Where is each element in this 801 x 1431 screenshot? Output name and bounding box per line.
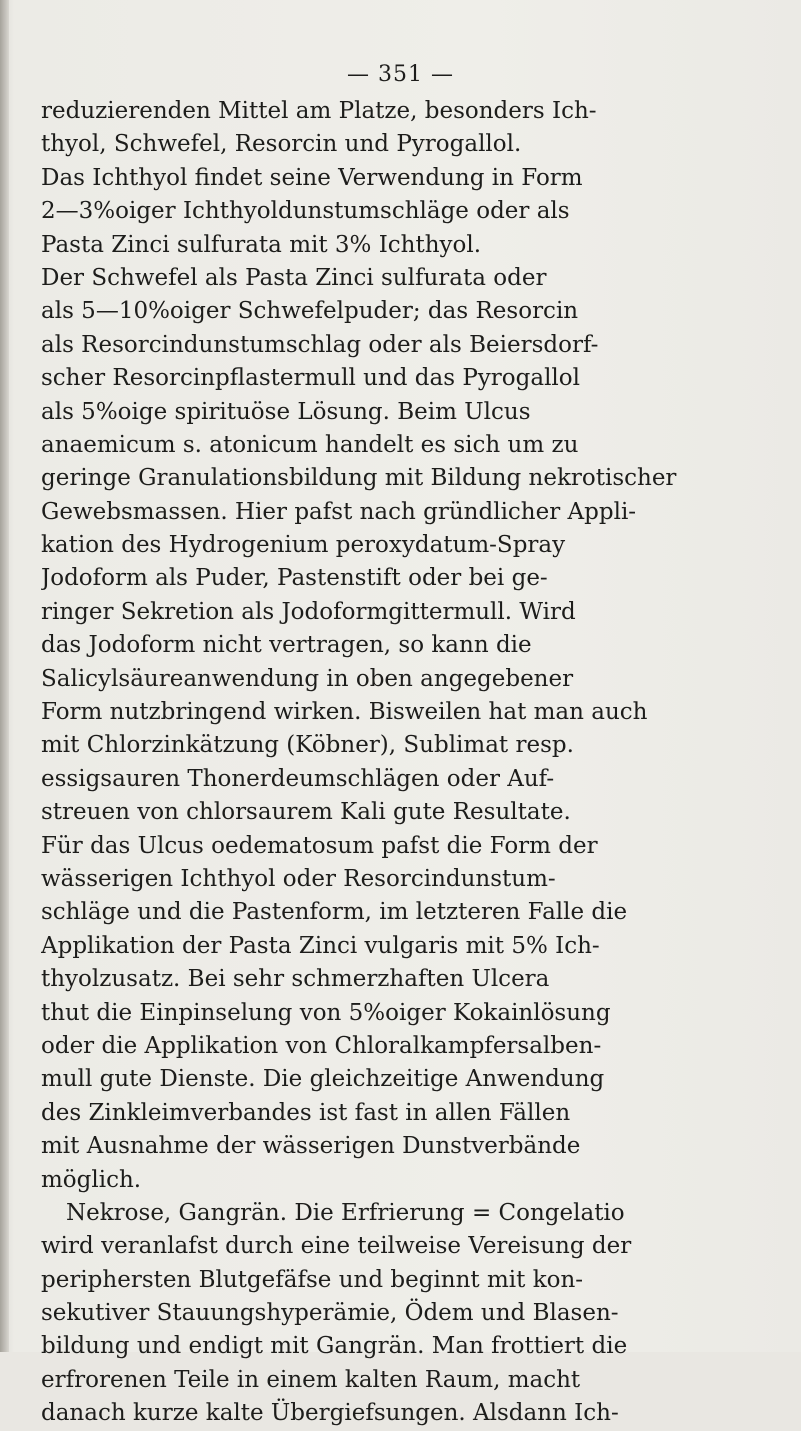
text-line: Für das Ulcus oedematosum pafst die Form der xyxy=(41,832,598,859)
page-number: — 351 — xyxy=(347,62,454,87)
text-line: erfrorenen Teile in einem kalten Raum, macht xyxy=(41,1366,581,1393)
text-line: des Zinkleimverbandes ist fast in allen Fällen xyxy=(41,1099,571,1126)
text-line: mit Chlorzinkätzung (Köbner), Sublimat resp. xyxy=(41,732,574,759)
text-line: danach kurze kalte Übergiefsungen. Alsdann Ich- xyxy=(41,1400,619,1427)
text-line: als 5—10%oiger Schwefelpuder; das Resorcin xyxy=(41,298,579,325)
text-line: wird veranlafst durch eine teilweise Vereisung der xyxy=(41,1233,632,1260)
text-line: oder die Applikation von Chloralkampfersalben- xyxy=(41,1032,602,1059)
text-line: sekutiver Stauungshyperämie, Ödem und Blasen- xyxy=(41,1300,619,1327)
text-line: das Jodoform nicht vertragen, so kann die xyxy=(41,632,532,659)
text-line: Das Ichthyol findet seine Verwendung in Form xyxy=(41,164,583,191)
text-line: ringer Sekretion als Jodoformgittermull. Wird xyxy=(41,598,576,625)
text-line: mull gute Dienste. Die gleichzeitige Anwendung xyxy=(41,1066,605,1093)
text-line: als 5%oige spirituöse Lösung. Beim Ulcus xyxy=(41,398,531,425)
text-line: essigsauren Thonerdeumschlägen oder Auf- xyxy=(41,765,555,792)
text-line: kation des Hydrogenium peroxydatum-Spray xyxy=(41,532,566,559)
text-line: schläge und die Pastenform, im letzteren Falle die xyxy=(41,899,628,926)
section-heading-line: Nekrose, Gangrän. Die Erfrierung = Congelatio xyxy=(66,1199,625,1226)
text-line: wässerigen Ichthyol oder Resorcindunstum- xyxy=(41,865,556,892)
text-line: Form nutzbringend wirken. Bisweilen hat man auch xyxy=(41,699,648,726)
text-line: thut die Einpinselung von 5%oiger Kokainlösung xyxy=(41,999,611,1026)
text-line: Pasta Zinci sulfurata mit 3% Ichthyol. xyxy=(41,231,482,258)
text-line: mit Ausnahme der wässerigen Dunstverbände xyxy=(41,1133,581,1160)
text-line: als Resorcindunstumschlag oder als Beiersdorf- xyxy=(41,331,599,358)
text-line: thyolzusatz. Bei sehr schmerzhaften Ulcera xyxy=(41,966,550,993)
text-line: scher Resorcinpflastermull und das Pyrogallol xyxy=(41,365,580,392)
text-line: möglich. xyxy=(41,1166,142,1193)
page-body-text xyxy=(41,95,755,1431)
text-line: bildung und endigt mit Gangrän. Man frottiert die xyxy=(41,1333,628,1360)
text-line: Der Schwefel als Pasta Zinci sulfurata oder xyxy=(41,264,547,291)
text-line: Applikation der Pasta Zinci vulgaris mit 5% Ich- xyxy=(41,932,600,959)
text-line: thyol, Schwefel, Resorcin und Pyrogallol. xyxy=(41,131,522,158)
text-line: Gewebsmassen. Hier pafst nach gründlicher Appli- xyxy=(41,498,637,525)
text-line: Jodoform als Puder, Pastenstift oder bei ge- xyxy=(41,565,548,592)
text-line: 2—3%oiger Ichthyoldunstumschläge oder als xyxy=(41,198,570,225)
text-line: periphersten Blutgefäfse und beginnt mit kon- xyxy=(41,1266,584,1293)
text-line: reduzierenden Mittel am Platze, besonders Ich- xyxy=(41,98,597,124)
text-line: geringe Granulationsbildung mit Bildung nekrotischer xyxy=(41,465,677,492)
text-line: streuen von chlorsaurem Kali gute Resultate. xyxy=(41,799,571,826)
text-line: Salicylsäureanwendung in oben angegebener xyxy=(41,665,574,692)
page-binding-edge xyxy=(0,0,9,1352)
text-line: anaemicum s. atonicum handelt es sich um zu xyxy=(41,431,579,458)
